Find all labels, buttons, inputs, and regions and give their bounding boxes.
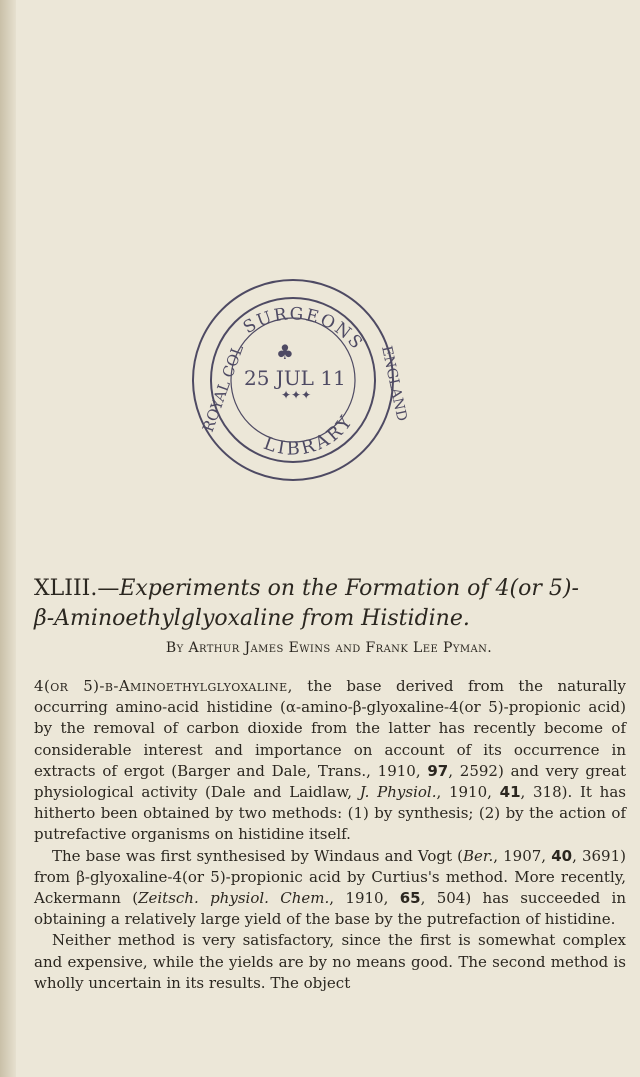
paragraph-1-text-a: the base derived from the naturally occurring amino-acid histidine (α-amino-β-glyoxaline-4(or 5)-propionic acid) by the removal of carbon dioxide from the latter has recently become of considerable interest and importance on account of its occurrence in extracts of ergot (Barger and Dale, Trans., 1910,	[34, 677, 626, 780]
library-stamp	[168, 255, 418, 505]
stamp-top-text: SURGEONS	[239, 304, 368, 355]
title-part2: 4(or 5)-	[495, 576, 579, 601]
stamp-bottom-text: LIBRARY	[260, 410, 359, 460]
paragraph-1-text-d: , 318). It has hitherto been obtained by two methods: (1) by synthesis; (2) by the action of putrefactive organisms on histidine itself.	[34, 783, 626, 844]
byline: By Arthur James Ewins and Frank Lee Pyman.	[165, 640, 493, 656]
paragraph-1	[34, 676, 626, 846]
stamp-crest-icon: ♣	[276, 340, 294, 364]
paragraph-1-text-b: , 2592) and very great physiological activity (Dale and Laidlaw,	[34, 761, 626, 802]
volume-number: 65	[399, 889, 421, 908]
title-number: XLIII.	[34, 576, 98, 601]
stamp-date: 25 JUL 11	[244, 366, 346, 390]
library-stamp-graphic	[168, 255, 418, 505]
journal-name: Ber.	[463, 846, 494, 865]
paragraph-2-text-b: , 1907,	[493, 846, 552, 865]
journal-name: J. Physiol.	[359, 783, 437, 802]
stamp-left-text: ROYAL COL	[198, 342, 248, 435]
paragraph-1-text-c: , 1910,	[436, 783, 500, 802]
paragraph-2	[34, 846, 626, 931]
paragraph-1-lead: 4(or 5)-β-Aminoethylglyoxaline,	[34, 677, 293, 695]
paragraph-2-text-e: , 504) has succeeded in obtaining a relatively large yield of the base by the putrefaction of histidine.	[34, 889, 627, 929]
volume-number: 40	[551, 846, 573, 865]
article-title	[34, 574, 624, 634]
page-edge	[0, 0, 16, 1077]
paragraph-2-text-c: , 3691) from β-glyoxaline-4(or 5)-propionic acid by Curtius's method. More recently, Ackermann (	[34, 846, 626, 908]
title-part3: β-Aminoethylglyoxaline from Histidine.	[34, 606, 470, 631]
title-dash: —	[97, 576, 120, 601]
journal-name: Zeitsch. physiol. Chem.	[138, 889, 330, 908]
stamp-ornament-icon: ✦✦✦	[281, 388, 312, 402]
article-body	[34, 676, 626, 994]
stamp-right-text: ENGLAND	[378, 344, 410, 423]
title-part1: Experiments on the Formation of	[119, 576, 496, 601]
volume-number: 41	[499, 783, 521, 802]
paragraph-3-text: Neither method is very satisfactory, since the first is somewhat complex and expensive, while the yields are by no means good. The second method is wholly uncertain in its results. The object	[34, 931, 626, 992]
paragraph-3	[34, 930, 626, 994]
paragraph-2-text-a: The base was first synthesised by Windaus and Vogt (	[52, 846, 464, 865]
volume-number: 97	[427, 761, 449, 780]
paragraph-2-text-d: , 1910,	[329, 889, 400, 908]
